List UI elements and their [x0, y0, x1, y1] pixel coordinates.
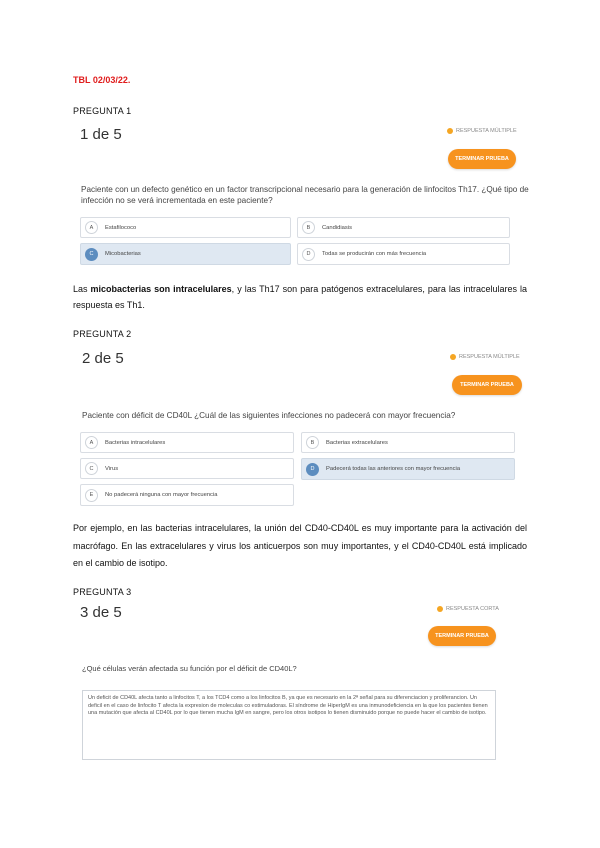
- question-1-type-label: RESPUESTA MÚLTIPLE: [456, 128, 517, 134]
- answer-textarea[interactable]: Un deficit de CD40L afecta tanto a linfocitos T, a los TCD4 como a los linfocitos B, ya que es necesario en la 2ª señal para su diferenciacion y proliferancion. Un deficil en el caso de linfocito T afecta la expresion de moleculas co estimuladoras. El síndrome de HiperIgM es una inmunodeficiencia en la que los pacientes tienen una mutación que afecta al CD40L por lo que tienen mucha IgM en sangre, pero los otros isotipos lo tienen disminuido porque no puede hacer el cambio de isotipo.: [82, 690, 496, 760]
- question-3-counter: 3 de 5: [80, 604, 122, 621]
- finish-test-button-2[interactable]: TERMINAR PRUEBA: [452, 375, 522, 395]
- q2-option-a[interactable]: [80, 432, 294, 453]
- question-2-type-label: RESPUESTA MÚLTIPLE: [459, 354, 520, 360]
- question-3-type-label: RESPUESTA CORTA: [446, 606, 499, 612]
- explanation-text: Las: [73, 284, 91, 294]
- question-2-type: [450, 354, 520, 360]
- type-dot-icon: [450, 354, 456, 360]
- q1-option-a[interactable]: [80, 217, 291, 238]
- q1-option-d[interactable]: [297, 243, 510, 265]
- option-letter: C: [85, 248, 98, 261]
- option-text: Virus: [105, 465, 119, 472]
- option-text: Micobacterias: [105, 251, 141, 257]
- option-letter: E: [85, 489, 98, 502]
- explanation-bold: micobacterias son intracelulares: [90, 284, 232, 294]
- question-1-heading: PREGUNTA 1: [73, 106, 132, 116]
- type-dot-icon: [447, 128, 453, 134]
- q2-option-e[interactable]: [80, 484, 294, 506]
- question-2-counter: 2 de 5: [82, 350, 124, 367]
- finish-test-button-3[interactable]: TERMINAR PRUEBA: [428, 626, 496, 646]
- option-text: Estafilococo: [105, 224, 137, 231]
- q2-option-b[interactable]: [301, 432, 515, 453]
- q2-option-d[interactable]: [301, 458, 515, 480]
- option-letter: A: [85, 436, 98, 449]
- q1-option-c[interactable]: [80, 243, 291, 265]
- question-1-counter: 1 de 5: [80, 126, 122, 143]
- option-letter: D: [302, 248, 315, 261]
- explanation-text: , y las Th17 son para patógenos extracelulares, para las intracelulares la respuesta es Th1.: [73, 284, 528, 310]
- option-text: Padecerá todas las anteriores con mayor frecuencia: [326, 466, 461, 472]
- q1-option-b[interactable]: [297, 217, 510, 238]
- question-2-explanation: Por ejemplo, en las bacterias intracelulares, la unión del CD40-CD40L es muy importante para la activación del macrófago. En las extracelulares y virus los anticuerpos son muy importantes, y el CD40-CD40L está implicado en el cambio de isotipo.: [73, 523, 527, 568]
- option-text: Bacterias intracelulares: [105, 439, 166, 446]
- question-3-heading: PREGUNTA 3: [73, 587, 132, 597]
- option-text: Candidiasis: [322, 224, 352, 231]
- option-text: No padecerá ninguna con mayor frecuencia: [105, 492, 218, 498]
- question-3-type: [437, 606, 499, 612]
- question-1-explanation: [73, 281, 527, 313]
- question-3-text: ¿Qué células verán afectada su función por el déficit de CD40L?: [82, 664, 297, 673]
- question-1-text: Paciente con un defecto genético en un factor transcripcional necesario para la generación de linfocitos Th17. ¿Qué tipo de infección no se verá incrementada en este paciente?: [81, 185, 529, 205]
- question-1-type: [447, 128, 517, 134]
- type-dot-icon: [437, 606, 443, 612]
- option-letter: C: [85, 462, 98, 475]
- option-text: Bacterias extracelulares: [326, 439, 388, 446]
- option-letter: B: [302, 221, 315, 234]
- question-2-text: Paciente con déficit de CD40L ¿Cuál de las siguientes infecciones no padecerá con mayor frecuencia?: [82, 411, 456, 420]
- finish-test-button-1[interactable]: TERMINAR PRUEBA: [448, 149, 516, 169]
- q2-option-c[interactable]: [80, 458, 294, 479]
- option-letter: B: [306, 436, 319, 449]
- option-text: Todas se producirán con más frecuencia: [322, 251, 427, 257]
- question-2-heading: PREGUNTA 2: [73, 329, 132, 339]
- document-title: TBL 02/03/22.: [73, 75, 131, 85]
- option-letter: A: [85, 221, 98, 234]
- option-letter: D: [306, 463, 319, 476]
